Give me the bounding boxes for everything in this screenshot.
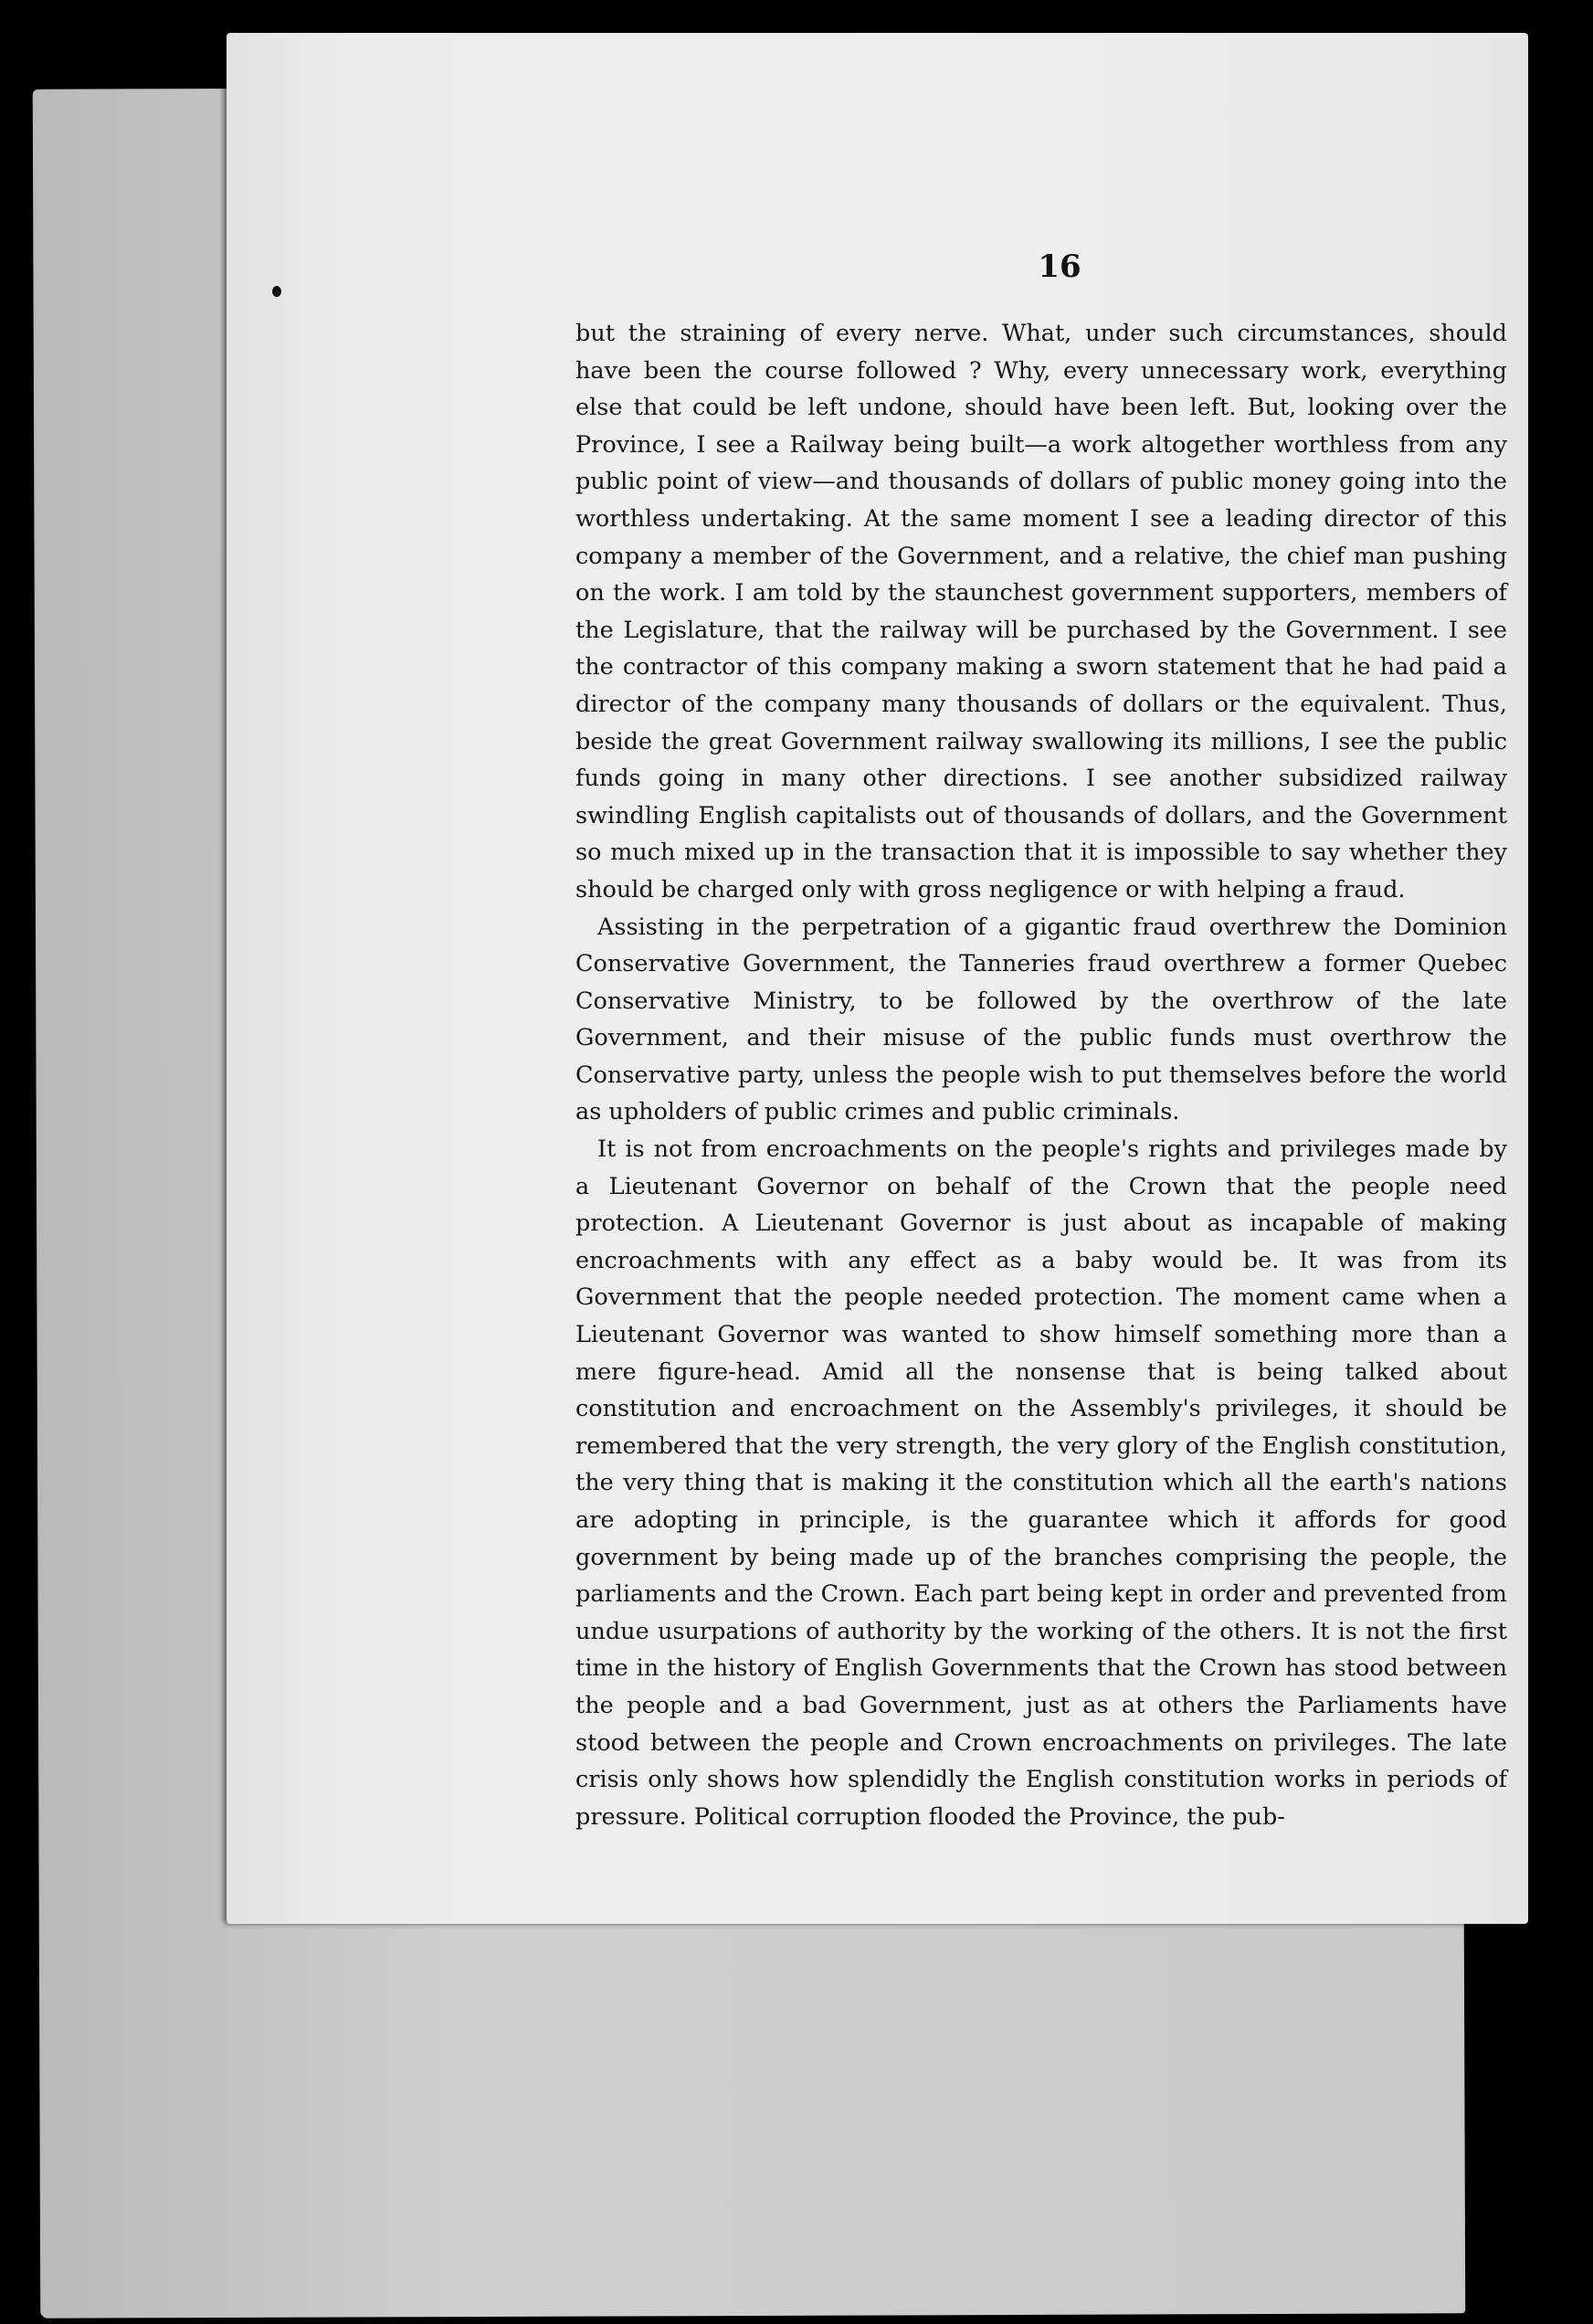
page-number: 16 <box>1038 248 1081 285</box>
paragraph: Assisting in the perpetration of a gigantic fraud overthrew the Dominion Conservative Government, the Tanneries fraud overthrew a former Quebec Conservative Ministry, to be followed by the overthrow of the late Government, and their misuse of the public funds must overthrow the Conservative party, unless the people wish to put themselves before the world as upholders of public crimes and public criminals. <box>575 913 1507 1126</box>
ink-speck <box>272 286 281 297</box>
paragraph: but the straining of every nerve. What, under such circumstances, should have been the course followed ? Why, every unnecessary work, everything else that could be left undone, should have been left. But, looking over the Province, I see a Railway being built—a work altogether worthless from any public point of view—and thousands of dollars of public money going into the worthless undertaking. At the same moment I see a leading director of this company a member of the Government, and a relative, the chief man pushing on the work. I am told by the staunchest government supporters, members of the Legislature, that the railway will be purchased by the Government. I see the contractor of this company making a sworn statement that he had paid a director of the company many thousands of dollars or the equivalent. Thus, beside the great Government railway swallowing its millions, I see the public funds going in many other directions. I see another subsidized railway swindling English capitalists out of thousands of dollars, and the Government so much mixed up in the transaction that it is impossible to say whether they should be charged only with gross negligence or with helping a fraud. <box>575 320 1507 903</box>
paragraph: It is not from encroachments on the people's rights and privileges made by a Lieutenant Governor on behalf of the Crown that the people need protection. A Lieutenant Governor is just about as incapable of making encroachments with any effect as a baby would be. It was from its Government that the people needed protection. The moment came when a Lieutenant Governor was wanted to show himself something more than a mere figure-head. Amid all the nonsense that is being talked about constitution and encroachment on the Assembly's privileges, it should be remembered that the very strength, the very glory of the English constitution, the very thing that is making it the constitution which all the earth's nations are adopting in principle, is the guarantee which it affords for good government by being made up of the branches comprising the people, the parliaments and the Crown. Each part being kept in order and prevented from undue usurpations of authority by the working of the others. It is not the first time in the history of English Governments that the Crown has stood between the people and a bad Government, just as at others the Parliaments have stood between the people and Crown encroachments on privileges. The late crisis only shows how splendidly the English constitution works in periods of pressure. Political corruption flooded the Province, the pub- <box>575 1136 1507 1831</box>
body-text <box>575 315 1507 1835</box>
